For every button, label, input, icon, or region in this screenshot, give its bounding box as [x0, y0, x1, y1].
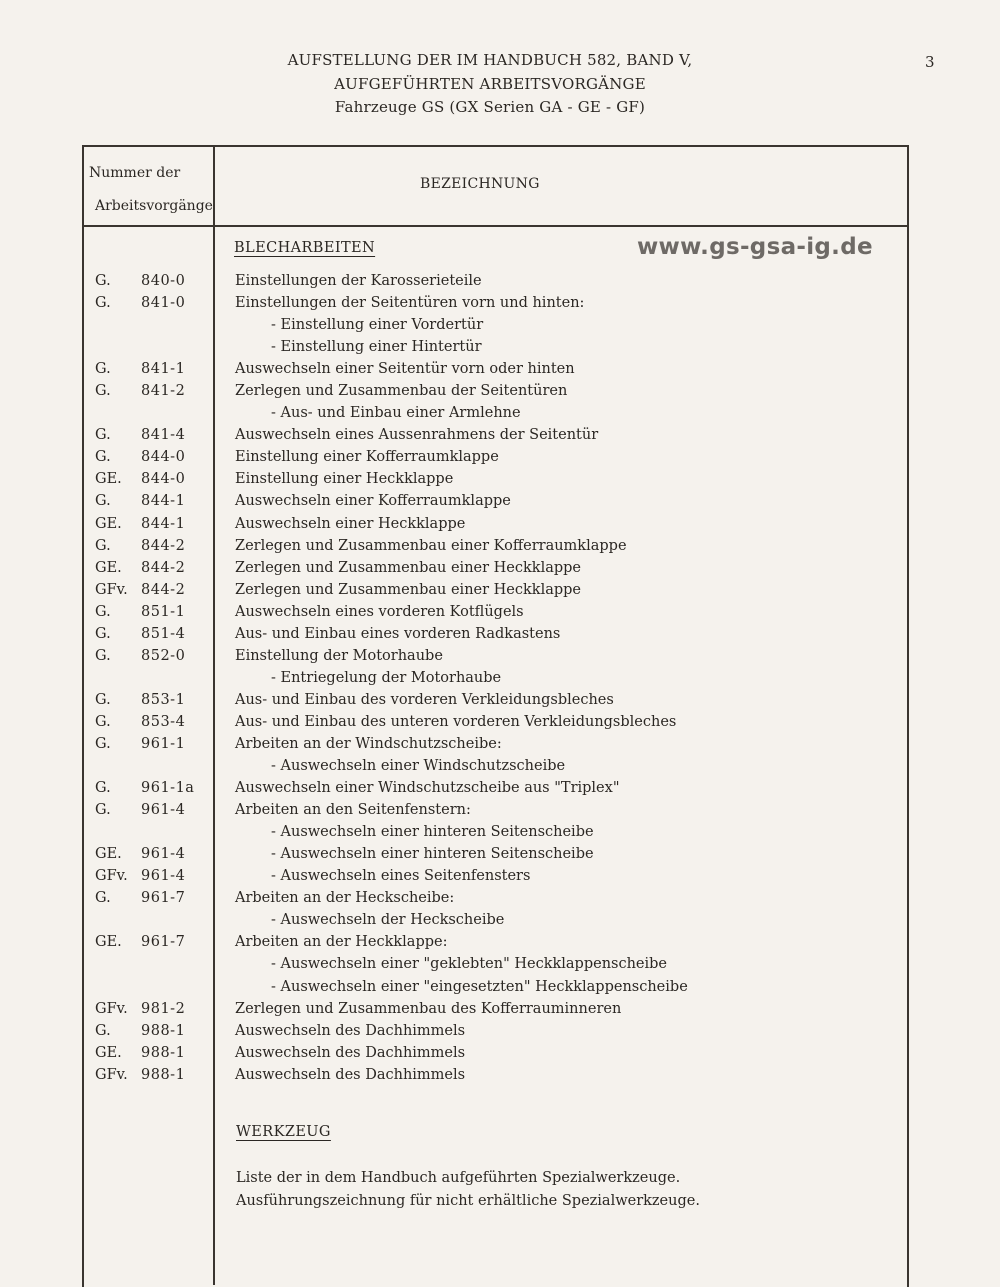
row-description: Auswechseln des Dachhimmels: [235, 1044, 466, 1061]
row-operation-number: 841-0: [141, 295, 186, 312]
table-row: [0, 426, 1000, 448]
row-operation-number: 961-7: [141, 934, 186, 951]
column-header-description: BEZEICHNUNG: [420, 176, 540, 192]
row-vehicle-prefix: GE.: [95, 934, 122, 951]
column-header-number-line-1: Nummer der: [89, 165, 181, 181]
row-vehicle-prefix: G.: [95, 537, 111, 554]
row-description: Zerlegen und Zusammenbau einer Heckklappe: [235, 581, 582, 598]
row-description: Einstellung einer Kofferraumklappe: [235, 449, 499, 466]
row-description: Arbeiten an den Seitenfenstern:: [235, 802, 471, 819]
row-description: Auswechseln eines Aussenrahmens der Seitentür: [235, 427, 599, 444]
row-description: Auswechseln einer Heckklappe: [235, 515, 466, 532]
row-description: - Aus- und Einbau einer Armlehne: [271, 405, 521, 422]
row-description: Zerlegen und Zusammenbau des Kofferrauminneren: [235, 1000, 622, 1017]
row-description: - Auswechseln einer "geklebten" Heckklappenscheibe: [271, 956, 668, 973]
row-description: Auswechseln einer Windschutzscheibe aus "Triplex": [235, 780, 620, 797]
title-line-2: AUFGEFÜHRTEN ARBEITSVORGÄNGE: [334, 75, 646, 93]
table-row: [0, 537, 1000, 559]
row-operation-number: 988-1: [141, 1066, 186, 1083]
page-number: 3: [925, 53, 935, 71]
table-row: [0, 801, 1000, 823]
row-description: Auswechseln einer Seitentür vorn oder hinten: [235, 361, 575, 378]
row-description: Zerlegen und Zusammenbau der Seitentüren: [235, 383, 568, 400]
row-vehicle-prefix: G.: [95, 625, 111, 642]
row-description: - Auswechseln einer hinteren Seitenscheibe: [271, 824, 594, 841]
row-operation-number: 961-4: [141, 868, 186, 885]
row-vehicle-prefix: G.: [95, 361, 111, 378]
table-row: [0, 448, 1000, 470]
row-vehicle-prefix: GFv.: [95, 1000, 128, 1017]
table-row: [0, 889, 1000, 911]
row-operation-number: 961-7: [141, 890, 186, 907]
row-vehicle-prefix: G.: [95, 735, 111, 752]
werkzeug-text: [236, 1167, 700, 1213]
row-vehicle-prefix: G.: [95, 691, 111, 708]
title-line-3: Fahrzeuge GS (GX Serien GA - GE - GF): [334, 98, 646, 116]
row-description: - Einstellung einer Hintertür: [271, 339, 482, 356]
column-header-number: [89, 157, 213, 223]
table-row: [0, 779, 1000, 801]
row-operation-number: 988-1: [141, 1022, 186, 1039]
row-description: Arbeiten an der Heckklappe:: [235, 934, 448, 951]
table-row: [0, 713, 1000, 735]
table-row: [0, 911, 1000, 933]
row-description: Auswechseln des Dachhimmels: [235, 1066, 466, 1083]
row-operation-number: 961-1a: [141, 780, 195, 797]
row-vehicle-prefix: G.: [95, 427, 111, 444]
row-description: Auswechseln einer Kofferraumklappe: [235, 493, 511, 510]
title-line-1: AUFSTELLUNG DER IM HANDBUCH 582, BAND V,: [287, 51, 693, 69]
table-row: [0, 1022, 1000, 1044]
row-operation-number: 844-2: [141, 559, 186, 576]
row-vehicle-prefix: G.: [95, 383, 111, 400]
row-description: Arbeiten an der Windschutzscheibe:: [235, 735, 502, 752]
row-operation-number: 841-4: [141, 427, 186, 444]
row-vehicle-prefix: GE.: [95, 1044, 122, 1061]
row-vehicle-prefix: G.: [95, 1022, 111, 1039]
row-vehicle-prefix: G.: [95, 890, 111, 907]
row-operation-number: 961-1: [141, 735, 186, 752]
row-vehicle-prefix: GE.: [95, 559, 122, 576]
table-row: [0, 603, 1000, 625]
row-description: Einstellung der Motorhaube: [235, 647, 443, 664]
row-vehicle-prefix: GFv.: [95, 868, 128, 885]
row-description: Aus- und Einbau eines vorderen Radkastens: [235, 625, 561, 642]
row-operation-number: 841-2: [141, 383, 186, 400]
table-row: [0, 382, 1000, 404]
row-vehicle-prefix: GE.: [95, 515, 122, 532]
row-operation-number: 841-1: [141, 361, 186, 378]
row-vehicle-prefix: G.: [95, 273, 111, 289]
table-row: [0, 1044, 1000, 1066]
row-description: Auswechseln eines vorderen Kotflügels: [235, 603, 524, 620]
table-row: [0, 316, 1000, 338]
table-row: [0, 492, 1000, 514]
row-description: Zerlegen und Zusammenbau einer Heckklappe: [235, 559, 582, 576]
row-description: Einstellungen der Karosserieteile: [235, 273, 482, 289]
row-description: - Einstellung einer Vordertür: [271, 317, 484, 334]
table-row: [0, 867, 1000, 889]
table-row: [0, 559, 1000, 581]
row-description: Arbeiten an der Heckscheibe:: [235, 890, 455, 907]
table-row: [0, 647, 1000, 669]
row-operation-number: 961-4: [141, 846, 186, 863]
row-vehicle-prefix: G.: [95, 449, 111, 466]
row-operation-number: 988-1: [141, 1044, 186, 1061]
table-row: [0, 757, 1000, 779]
row-description: Einstellungen der Seitentüren vorn und hinten:: [235, 295, 585, 312]
row-operation-number: 853-1: [141, 691, 186, 708]
table-row: [0, 978, 1000, 1000]
row-operation-number: 981-2: [141, 1000, 186, 1017]
row-vehicle-prefix: G.: [95, 295, 111, 312]
row-vehicle-prefix: GE.: [95, 846, 122, 863]
row-operation-number: 844-2: [141, 581, 186, 598]
table-row: [0, 669, 1000, 691]
row-description: Einstellung einer Heckklappe: [235, 471, 454, 488]
row-description: - Auswechseln einer Windschutzscheibe: [271, 758, 566, 775]
row-description: - Entriegelung der Motorhaube: [271, 669, 502, 686]
row-operation-number: 852-0: [141, 647, 186, 664]
row-description: Aus- und Einbau des unteren vorderen Verkleidungsbleches: [235, 713, 677, 730]
table-row: [0, 294, 1000, 316]
row-vehicle-prefix: G.: [95, 713, 111, 730]
table-row: [0, 691, 1000, 713]
row-vehicle-prefix: G.: [95, 780, 111, 797]
watermark-url: www.gs-gsa-ig.de: [637, 234, 873, 260]
werkzeug-line: Ausführungszeichnung für nicht erhältliche Spezialwerkzeuge.: [236, 1193, 700, 1209]
table-row: [0, 823, 1000, 845]
row-vehicle-prefix: GFv.: [95, 581, 128, 598]
row-description: Zerlegen und Zusammenbau einer Kofferraumklappe: [235, 537, 627, 554]
row-operation-number: 844-0: [141, 449, 186, 466]
table-row: [0, 404, 1000, 426]
row-description: - Auswechseln der Heckscheibe: [271, 912, 505, 929]
table-row: [0, 1066, 1000, 1088]
table-row: [0, 845, 1000, 867]
column-header-number-line-2: Arbeitsvorgänge: [95, 198, 213, 214]
table-row: [0, 272, 1000, 294]
row-vehicle-prefix: GE.: [95, 471, 122, 488]
table-row: [0, 470, 1000, 492]
row-description: - Auswechseln einer hinteren Seitenscheibe: [271, 846, 594, 863]
table-row: [0, 1000, 1000, 1022]
row-operation-number: 844-1: [141, 515, 186, 532]
row-vehicle-prefix: G.: [95, 802, 111, 819]
row-operation-number: 844-0: [141, 471, 186, 488]
section-title-blecharbeiten: BLECHARBEITEN: [234, 240, 376, 256]
werkzeug-line: Liste der in dem Handbuch aufgeführten Spezialwerkzeuge.: [236, 1170, 681, 1186]
row-vehicle-prefix: G.: [95, 493, 111, 510]
table-row: [0, 955, 1000, 977]
table-row: [0, 933, 1000, 955]
row-operation-number: 844-2: [141, 537, 186, 554]
table-row: [0, 735, 1000, 757]
row-operation-number: 853-4: [141, 713, 186, 730]
operations-list: [0, 272, 1000, 1088]
row-operation-number: 840-0: [141, 273, 186, 289]
row-description: Auswechseln des Dachhimmels: [235, 1022, 466, 1039]
table-row: [0, 360, 1000, 382]
table-row: [0, 581, 1000, 603]
row-vehicle-prefix: GFv.: [95, 1066, 128, 1083]
row-operation-number: 851-4: [141, 625, 186, 642]
row-vehicle-prefix: G.: [95, 647, 111, 664]
table-row: [0, 338, 1000, 360]
row-vehicle-prefix: G.: [95, 603, 111, 620]
row-operation-number: 851-1: [141, 603, 186, 620]
row-operation-number: 844-1: [141, 493, 186, 510]
table-row: [0, 625, 1000, 647]
row-description: - Auswechseln eines Seitenfensters: [271, 868, 531, 885]
row-description: Aus- und Einbau des vorderen Verkleidungsbleches: [235, 691, 614, 708]
row-description: - Auswechseln einer "eingesetzten" Heckklappenscheibe: [271, 978, 688, 995]
section-title-werkzeug: WERKZEUG: [236, 1124, 331, 1140]
table-row: [0, 515, 1000, 537]
header-rule: [82, 225, 907, 227]
row-operation-number: 961-4: [141, 802, 186, 819]
